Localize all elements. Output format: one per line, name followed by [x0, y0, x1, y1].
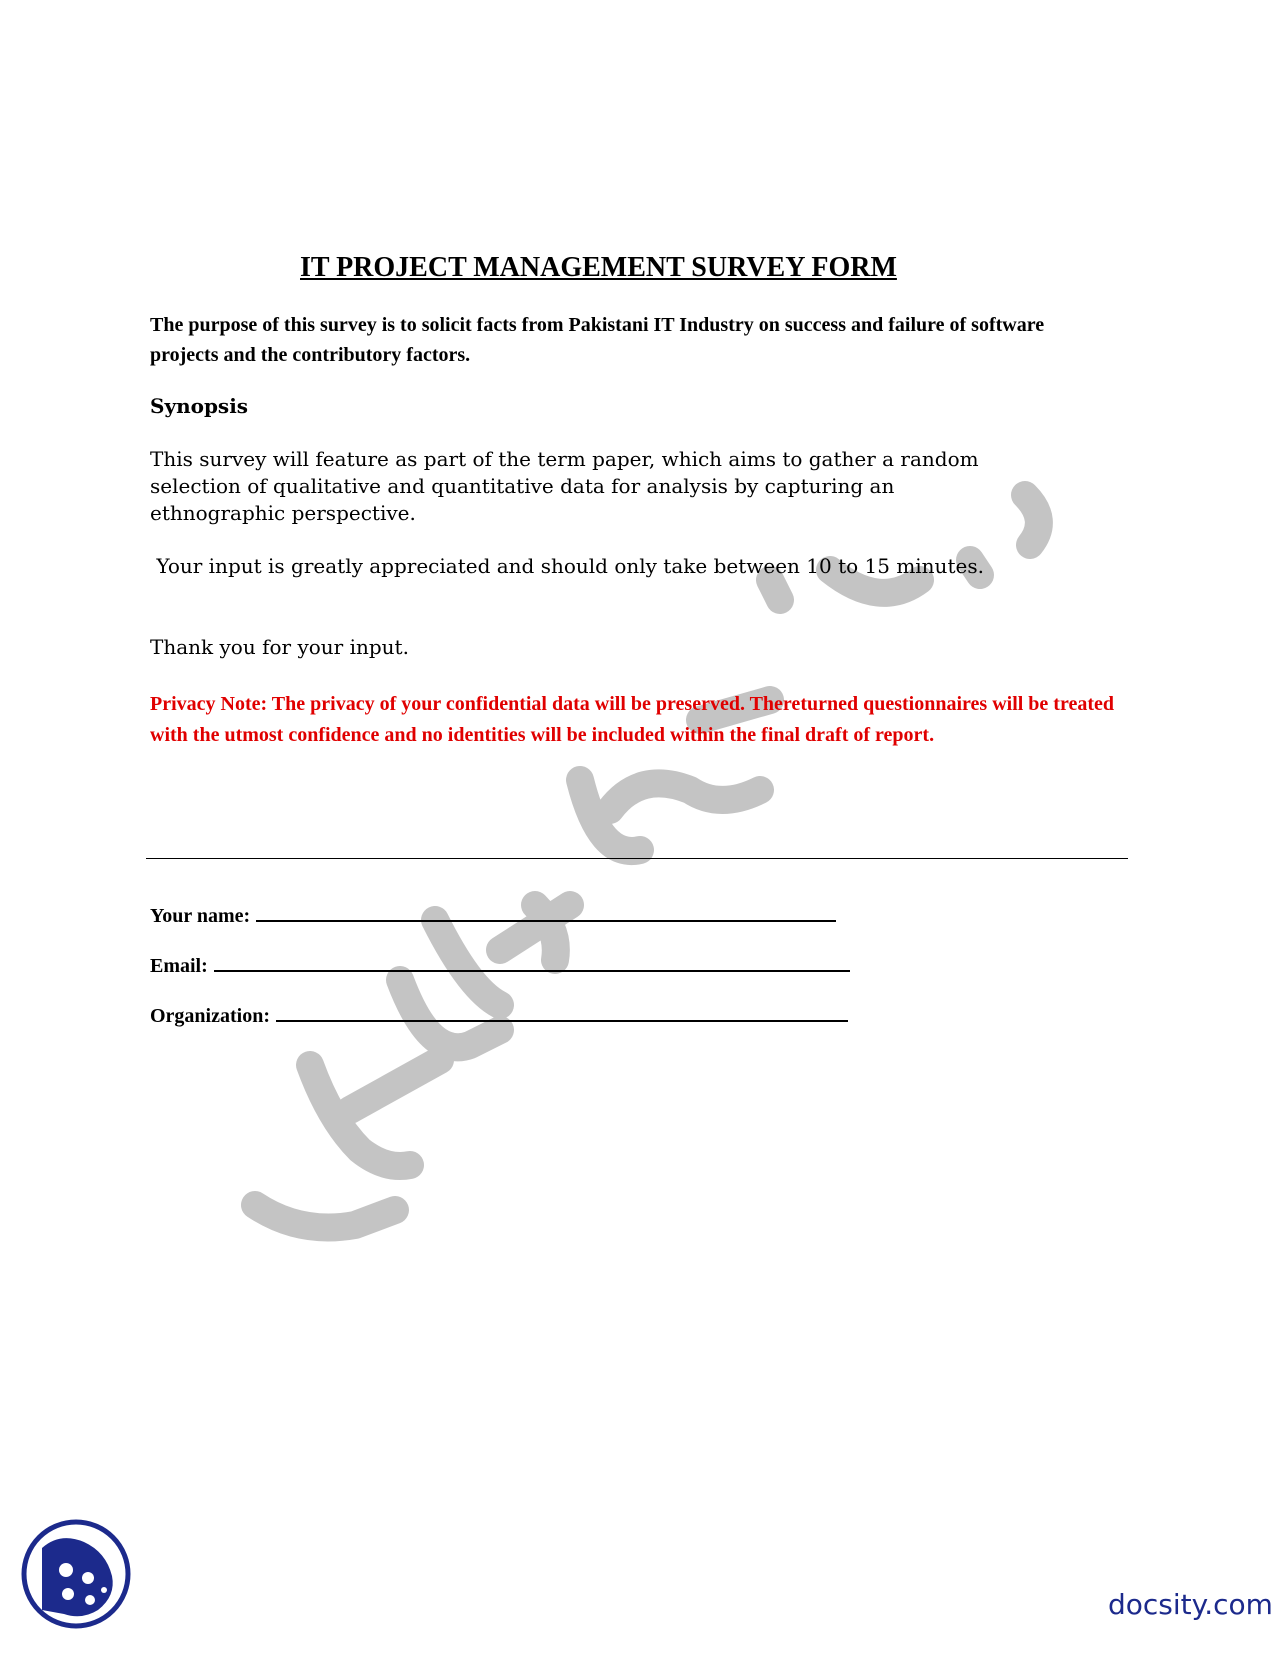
- section-divider: [146, 858, 1128, 859]
- name-field-label: Your name:: [150, 905, 251, 927]
- email-field-label: Email:: [150, 955, 208, 977]
- synopsis-heading: Synopsis: [150, 394, 249, 418]
- privacy-note: Privacy Note: The privacy of your confidential data will be preserved. Thereturned questionnaires will be treated with the utmost confidence and no identities will be included within the final draft of report.: [150, 693, 1115, 746]
- purpose-statement: The purpose of this survey is to solicit facts from Pakistani IT Industry on success and failure of software projects and the contributory factors.: [150, 314, 1045, 366]
- synopsis-text: This survey will feature as part of the term paper, which aims to gather a random selection of qualitative and quantitative data for analysis by capturing an ethnographic perspective.: [150, 447, 979, 525]
- organization-field[interactable]: [150, 1004, 848, 1028]
- organization-field-input-line[interactable]: [276, 1004, 848, 1022]
- email-field-input-line[interactable]: [214, 954, 850, 972]
- thank-you-text: Thank you for your input.: [150, 635, 409, 659]
- docsity-brand-text[interactable]: docsity.com: [1108, 1588, 1273, 1621]
- organization-field-label: Organization:: [150, 1005, 270, 1027]
- docsity-logo-icon: [20, 1518, 132, 1630]
- email-field[interactable]: [150, 954, 850, 978]
- name-field-input-line[interactable]: [256, 904, 836, 922]
- time-estimate-note: Your input is greatly appreciated and should only take between 10 to 15 minutes.: [150, 554, 984, 578]
- name-field[interactable]: [150, 904, 836, 928]
- page-title: IT PROJECT MANAGEMENT SURVEY FORM: [300, 252, 897, 283]
